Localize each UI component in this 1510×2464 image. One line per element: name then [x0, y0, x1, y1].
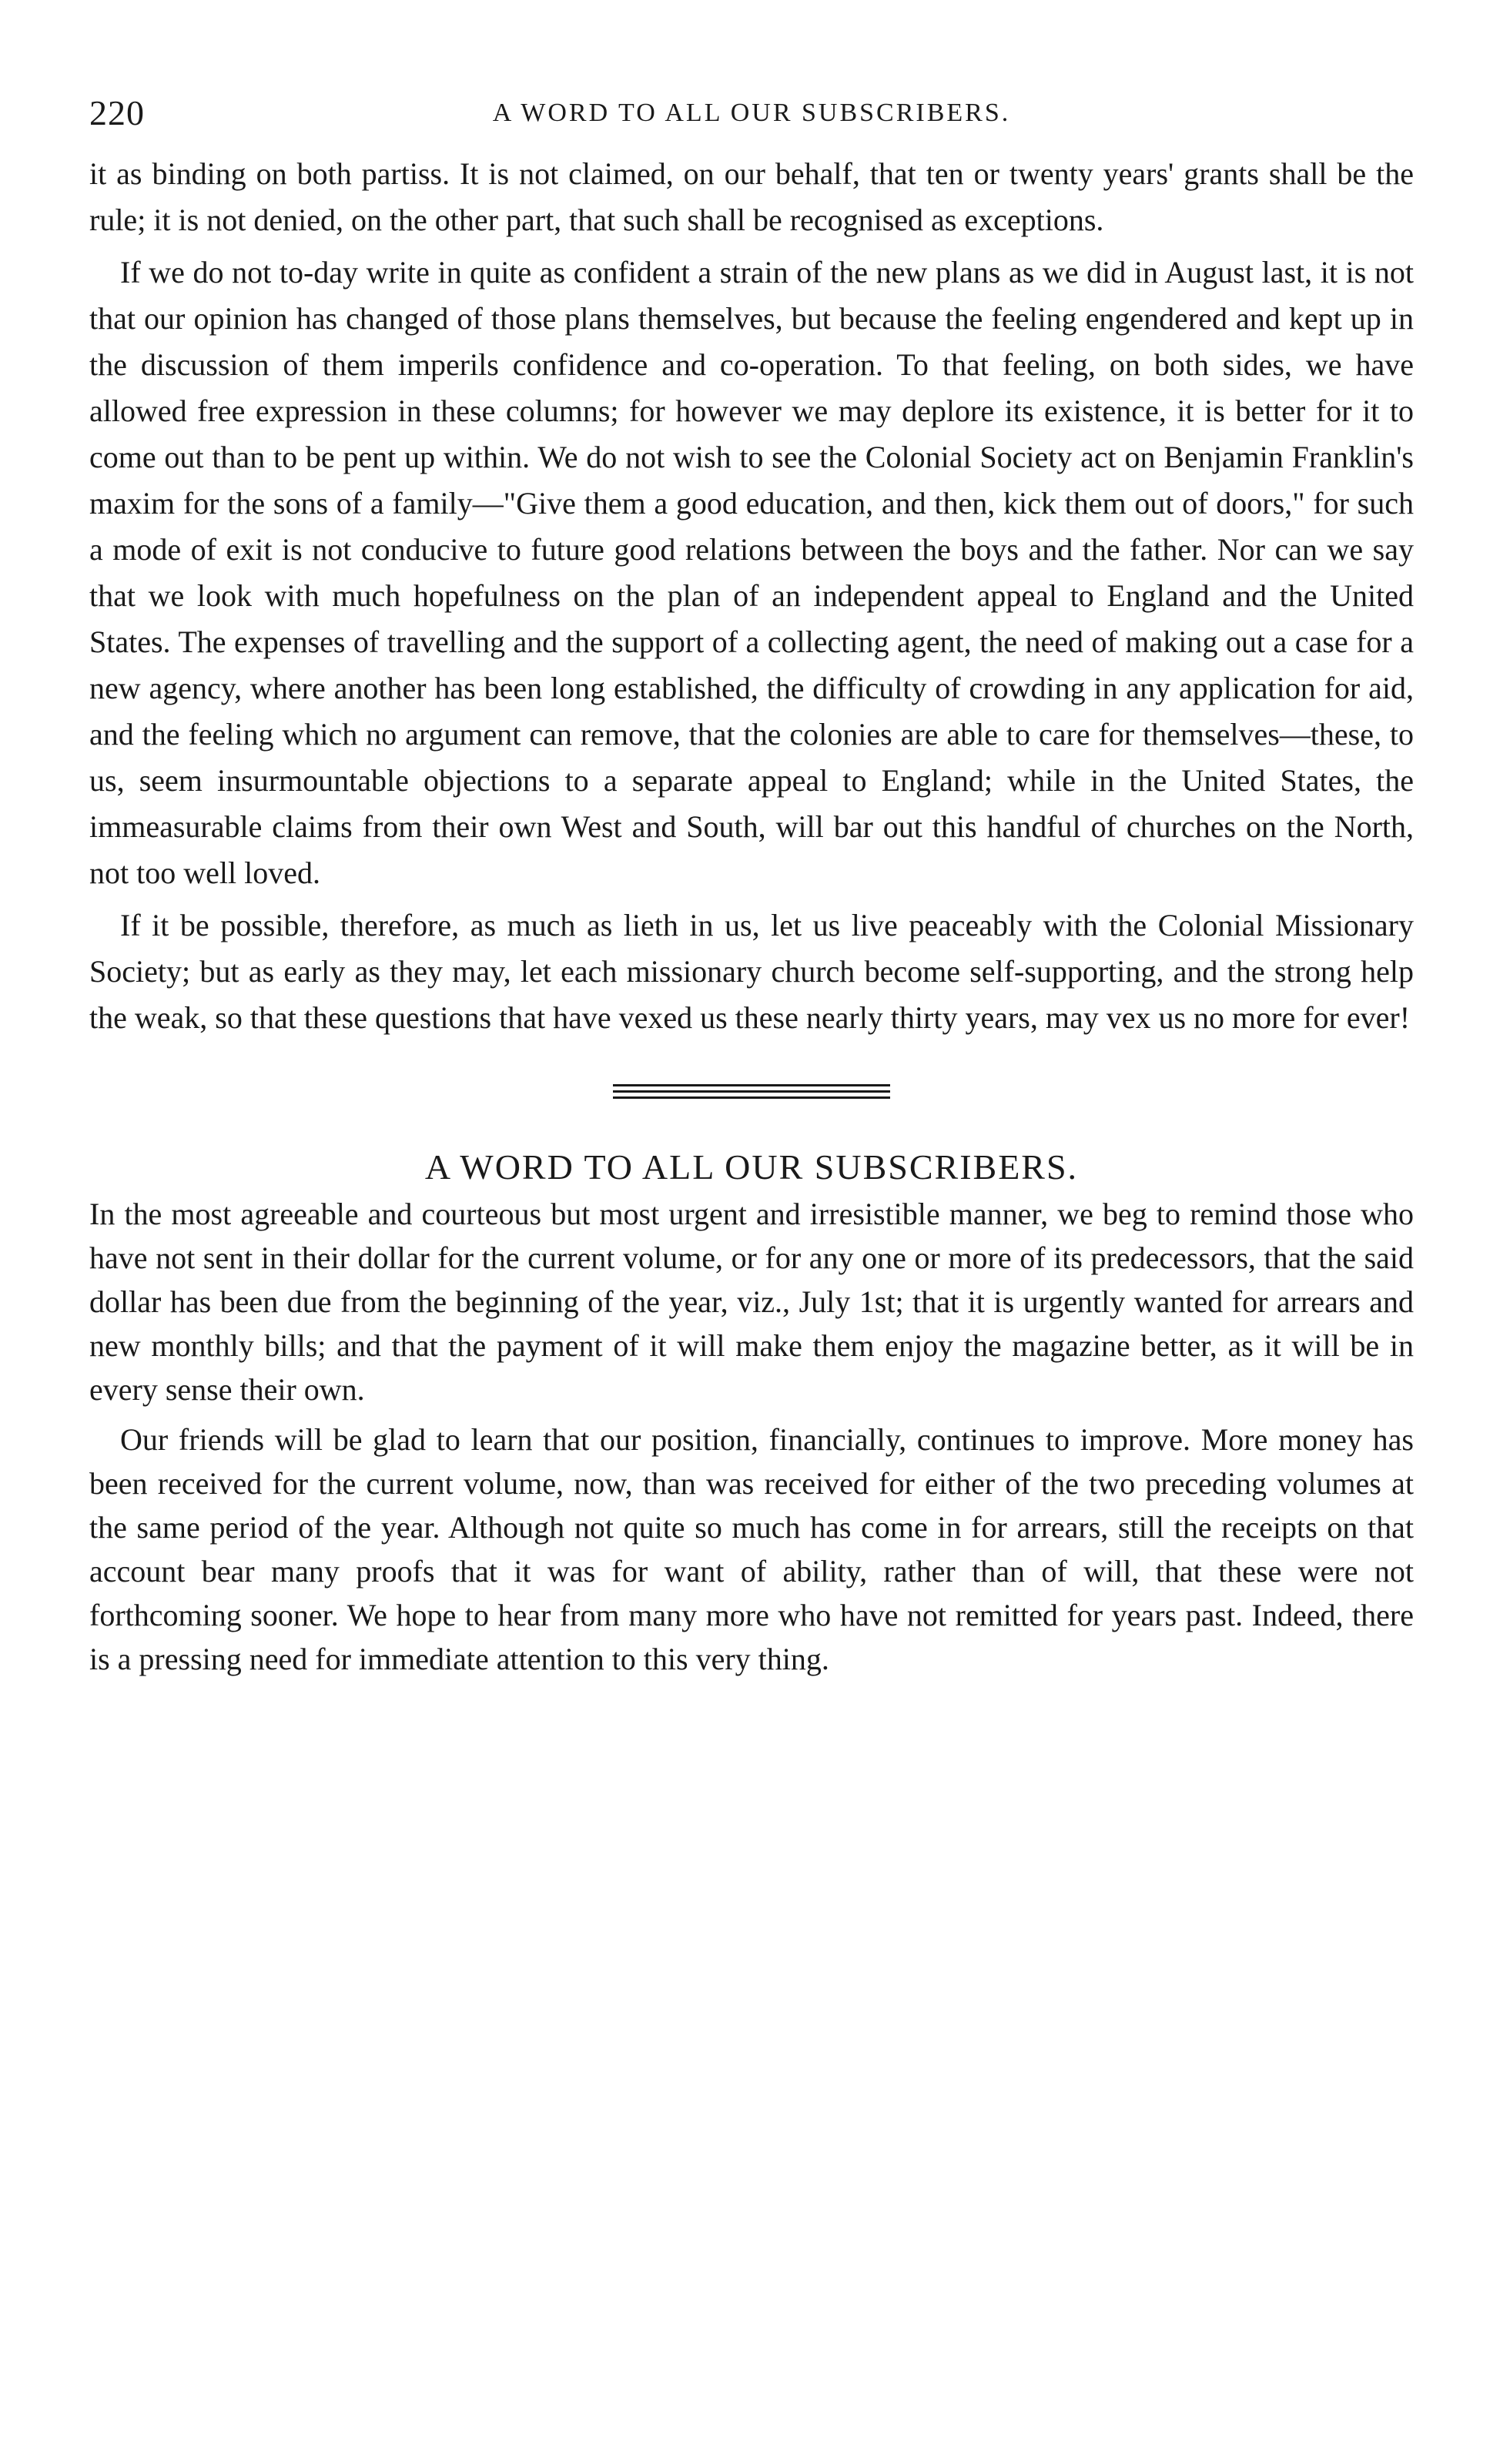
running-title: A WORD TO ALL OUR SUBSCRIBERS.	[492, 99, 1011, 127]
section-title: A WORD TO ALL OUR SUBSCRIBERS.	[424, 1147, 1079, 1187]
section-paragraph: Our friends will be glad to learn that our position, financially, continues to improve. More money has been received for the current volume, now, than was received for either of the two preceding volumes at the same period of the year. Although not quite so much has come in for arrears, still the receipts on that account bear many proofs that it was for want of ability, rather than of will, that these were not forthcoming sooner. We hope to hear from many more who have not remitted for years past. Indeed, there is a pressing need for immediate attention to this very thing.	[89, 1422, 1414, 1676]
subscribers-section	[89, 1192, 1414, 1681]
divider-rule	[613, 1090, 890, 1093]
article-paragraph: If it be possible, therefore, as much as lieth in us, let us live peaceably with the Colonial Missionary Society; but as early as they may, let each missionary church become self-supporting, and the strong help the weak, so that these questions that have vexed us these nearly thirty years, may vex us no more for ever!	[89, 908, 1414, 1035]
divider-rule	[613, 1096, 890, 1099]
section-divider	[613, 1084, 890, 1099]
divider-rule	[613, 1084, 890, 1086]
article-paragraph: it as binding on both partiss. It is not claimed, on our behalf, that ten or twenty years' grants shall be the rule; it is not denied, on the other part, that such shall be recognised as exceptions.	[89, 156, 1414, 237]
running-head	[89, 92, 1414, 146]
section-paragraph: In the most agreeable and courteous but most urgent and irresistible manner, we beg to remind those who have not sent in their dollar for the current volume, or for any one or more of its predecessors, that the said dollar has been due from the beginning of the year, viz., July 1st; that it is urgently wanted for arrears and new monthly bills; and that the payment of it will make them enjoy the magazine better, as it will be in every sense their own.	[89, 1197, 1414, 1407]
page-number: 220	[89, 93, 145, 132]
article-paragraph: If we do not to-day write in quite as confident a strain of the new plans as we did in August last, it is not that our opinion has changed of those plans themselves, but because the feeling engendered and kept up in the discussion of them imperils confidence and co-operation. To that feeling, on both sides, we have allowed free expression in these columns; for however we may deplore its existence, it is better for it to come out than to be pent up within. We do not wish to see the Colonial Society act on Benjamin Franklin's maxim for the sons of a family—"Give them a good education, and then, kick them out of doors," for such a mode of exit is not conducive to future good relations between the boys and the father. Nor can we say that we look with much hopefulness on the plan of an independent appeal to England and the United States. The expenses of travelling and the support of a collecting agent, the need of making out a case for a new agency, where another has been long established, the difficulty of crowding in any application for aid, and the feeling which no argument can remove, that the colonies are able to care for themselves—these, to us, seem insurmountable objections to a separate appeal to England; while in the United States, the immeasurable claims from their own West and South, will bar out this handful of churches on the North, not too well loved.	[89, 255, 1414, 890]
article-continuation	[89, 151, 1414, 1041]
book-page	[89, 92, 1414, 1681]
